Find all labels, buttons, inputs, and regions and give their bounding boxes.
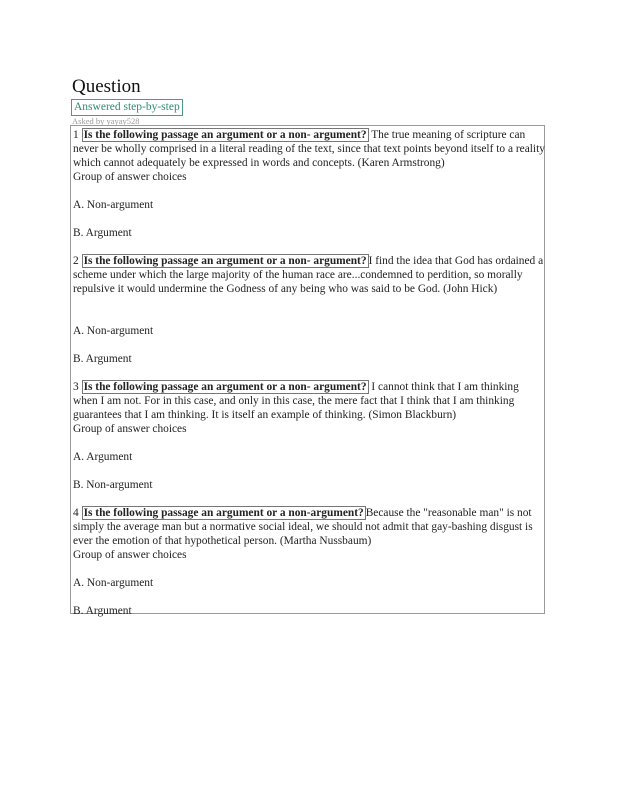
question-number: 2 bbox=[73, 255, 79, 267]
question-passage: I find the idea that God has ordained a scheme under which the large majority of the human race are...condemned to perdition, so morally repulsive it would undermine the Godness of any being who was said to be God. (John Hick) bbox=[73, 255, 544, 295]
answer-option[interactable]: B. Argument bbox=[73, 227, 132, 239]
answer-group-label: Group of answer choices bbox=[73, 549, 187, 561]
answer-group-label: Group of answer choices bbox=[73, 423, 187, 435]
answer-option[interactable]: A. Non-argument bbox=[73, 577, 154, 589]
answered-badge[interactable]: Answered step-by-step bbox=[71, 99, 183, 116]
question-prompt: Is the following passage an argument or a non- argument? bbox=[83, 381, 367, 393]
question-content bbox=[70, 125, 545, 617]
question-number: 1 bbox=[73, 129, 79, 141]
question-number: 3 bbox=[73, 381, 79, 393]
answer-option[interactable]: A. Non-argument bbox=[73, 199, 154, 211]
question-3 bbox=[73, 380, 546, 436]
question-passage: I cannot think that I am thinking when I am not. For in this case, and only in this case, the mere fact that I think that I am thinking guarantees that I am thinking. It is itself an example of thinking. (Simon Blackburn) bbox=[73, 381, 519, 421]
answer-option[interactable]: B. Argument bbox=[73, 605, 132, 617]
answer-group-label: Group of answer choices bbox=[73, 171, 187, 183]
question-prompt: Is the following passage an argument or a non-argument? bbox=[83, 507, 364, 519]
question-prompt: Is the following passage an argument or a non- argument? bbox=[83, 129, 367, 141]
question-passage: The true meaning of scripture can never be wholly comprised in a literal reading of the text, since that text points beyond itself to a reality which cannot adequately be expressed in words and concepts. (Karen Armstrong) bbox=[73, 129, 545, 169]
question-passage: Because the "reasonable man" is not simply the average man but a normative social ideal, we should not admit that gay-bashing disgust is ever the emotion of that hypothetical person. (Martha Nussbaum) bbox=[73, 507, 533, 547]
page-title: Question bbox=[72, 76, 141, 97]
question-1 bbox=[73, 128, 546, 184]
question-2 bbox=[73, 254, 546, 296]
question-prompt: Is the following passage an argument or a non- argument? bbox=[83, 255, 367, 267]
question-number: 4 bbox=[73, 507, 79, 519]
answer-option[interactable]: B. Argument bbox=[73, 353, 132, 365]
answer-option[interactable]: A. Argument bbox=[73, 451, 133, 463]
asked-by-label: Asked by yayay528 bbox=[72, 116, 140, 126]
answer-option[interactable]: A. Non-argument bbox=[73, 325, 154, 337]
question-4 bbox=[73, 506, 546, 562]
answer-option[interactable]: B. Non-argument bbox=[73, 479, 153, 491]
